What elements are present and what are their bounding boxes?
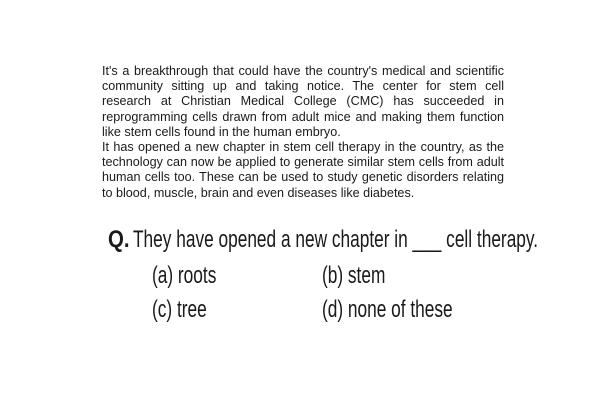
question-label: Q. bbox=[108, 226, 130, 253]
option-a[interactable]: (a) roots bbox=[152, 262, 217, 289]
options-row-1 bbox=[108, 262, 528, 296]
reading-passage bbox=[102, 64, 504, 201]
options-row-2 bbox=[108, 296, 528, 330]
question-text: They have opened a new chapter in ___ cell therapy. bbox=[133, 226, 539, 253]
question-block bbox=[108, 226, 539, 330]
option-b[interactable]: (b) stem bbox=[322, 262, 386, 289]
passage-paragraph-1: It's a breakthrough that could have the country's medical and scientific community sitting up and taking notice. The center for stem cell research at Christian Medical College (CMC) has succeeded in reprogramming cells drawn from adult mice and making them function like stem cells found in the human embryo. bbox=[102, 64, 504, 139]
passage-paragraph-2: It has opened a new chapter in stem cell therapy in the country, as the technology can now be applied to generate similar stem cells from adult human cells too. These can be used to study genetic disorders relating to blood, muscle, brain and even diseases like diabetes. bbox=[102, 140, 504, 200]
option-c[interactable]: (c) tree bbox=[152, 296, 207, 323]
option-d[interactable]: (d) none of these bbox=[322, 296, 453, 323]
question-line bbox=[108, 226, 539, 262]
